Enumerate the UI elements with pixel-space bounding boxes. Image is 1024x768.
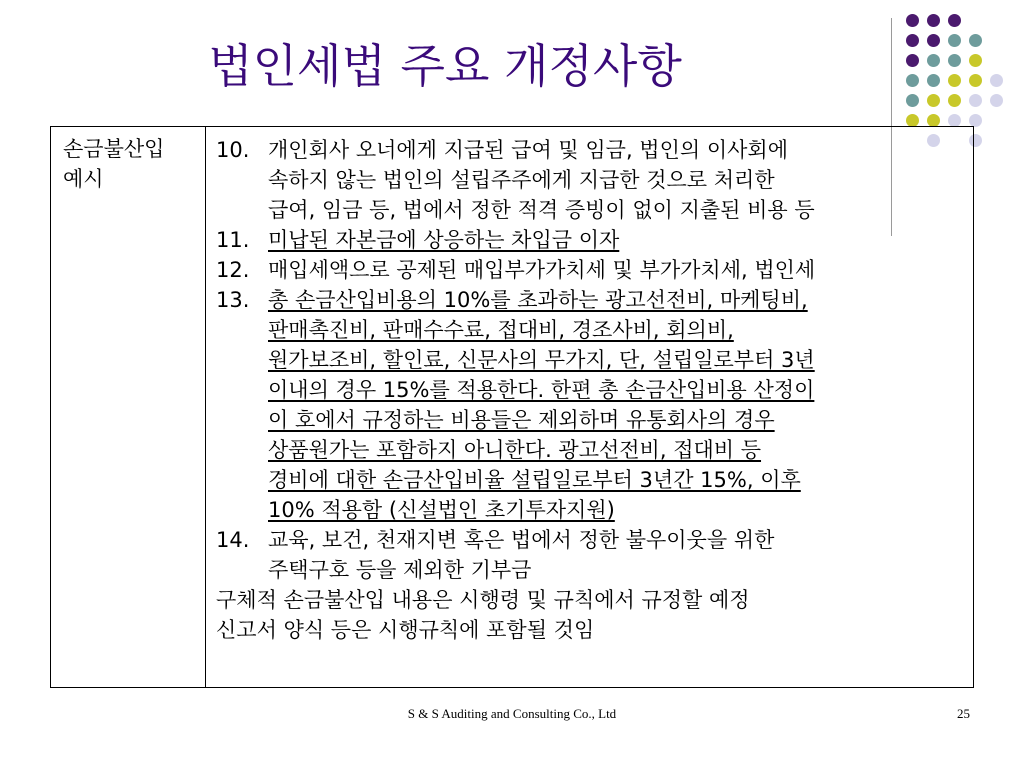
list-item (216, 285, 973, 525)
item-text (268, 225, 973, 255)
decorative-dot (906, 74, 919, 87)
page-number: 25 (957, 706, 970, 721)
slide-title: 법인세법 주요 개정사항 (208, 39, 682, 93)
decorative-dot (906, 14, 919, 27)
decorative-dot (927, 14, 940, 27)
item-line: 판매촉진비, 판매수수료, 접대비, 경조사비, 회의비, (268, 318, 734, 342)
item-line: 총 손금산입비용의 10%를 초과하는 광고선전비, 마케팅비, (268, 288, 808, 312)
list-item (216, 255, 973, 285)
decorative-dot (906, 54, 919, 67)
item-text (268, 255, 973, 285)
item-number: 14. (216, 528, 250, 552)
label-line: 손금불산입 (63, 137, 165, 161)
decorative-dot (990, 74, 1003, 87)
item-text (268, 525, 973, 585)
list-item (216, 225, 973, 255)
item-text (268, 285, 973, 525)
decorative-dot (906, 34, 919, 47)
item-number: 10. (216, 138, 250, 162)
label-cell (51, 127, 206, 687)
item-line: 미납된 자본금에 상응하는 차입금 이자 (268, 228, 620, 252)
decorative-dot (948, 74, 961, 87)
content-table (50, 126, 974, 688)
item-line: 교육, 보건, 천재지변 혹은 법에서 정한 불우이웃을 위한 (268, 528, 775, 552)
list-item (216, 525, 973, 585)
item-line: 급여, 임금 등, 법에서 정한 적격 증빙이 없이 지출된 비용 등 (268, 198, 815, 222)
label-line: 예시 (63, 167, 104, 191)
decorative-dot (948, 14, 961, 27)
content-cell (206, 127, 973, 687)
item-line: 경비에 대한 손금산입비율 설립일로부터 3년간 15%, 이후 (268, 468, 801, 492)
decorative-dot (969, 74, 982, 87)
list-item (216, 135, 973, 225)
item-line: 10% 적용함 (신설법인 초기투자지원) (268, 498, 615, 522)
decorative-dot (927, 34, 940, 47)
decorative-dot (948, 34, 961, 47)
item-line: 원가보조비, 할인료, 신문사의 무가지, 단, 설립일로부터 3년 (268, 348, 815, 372)
decorative-dot (927, 94, 940, 107)
item-line: 이내의 경우 15%를 적용한다. 한편 총 손금산입비용 산정이 (268, 378, 815, 402)
item-line: 개인회사 오너에게 지급된 급여 및 임금, 법인의 이사회에 (268, 138, 788, 162)
decorative-dot (969, 34, 982, 47)
decorative-dot (969, 94, 982, 107)
note-line: 신고서 양식 등은 시행규칙에 포함될 것임 (216, 618, 595, 642)
decorative-dot (906, 94, 919, 107)
footer-company: S & S Auditing and Consulting Co., Ltd (407, 706, 617, 721)
item-text (268, 135, 973, 225)
decorative-dot (927, 54, 940, 67)
item-line: 상품원가는 포함하지 아니한다. 광고선전비, 접대비 등 (268, 438, 762, 462)
decorative-dot (990, 94, 1003, 107)
item-line: 속하지 않는 법인의 설립주주에게 지급한 것으로 처리한 (268, 168, 775, 192)
item-number: 12. (216, 258, 250, 282)
decorative-dot (927, 74, 940, 87)
item-line: 매입세액으로 공제된 매입부가가치세 및 부가가치세, 법인세 (268, 258, 816, 282)
item-line: 이 호에서 규정하는 비용들은 제외하며 유통회사의 경우 (268, 408, 775, 432)
note-line: 구체적 손금불산입 내용은 시행령 및 규칙에서 규정할 예정 (216, 588, 750, 612)
decorative-dot (948, 94, 961, 107)
decorative-dot (948, 54, 961, 67)
decorative-dot (969, 54, 982, 67)
item-line: 주택구호 등을 제외한 기부금 (268, 558, 532, 582)
item-number: 11. (216, 228, 250, 252)
item-number: 13. (216, 288, 250, 312)
